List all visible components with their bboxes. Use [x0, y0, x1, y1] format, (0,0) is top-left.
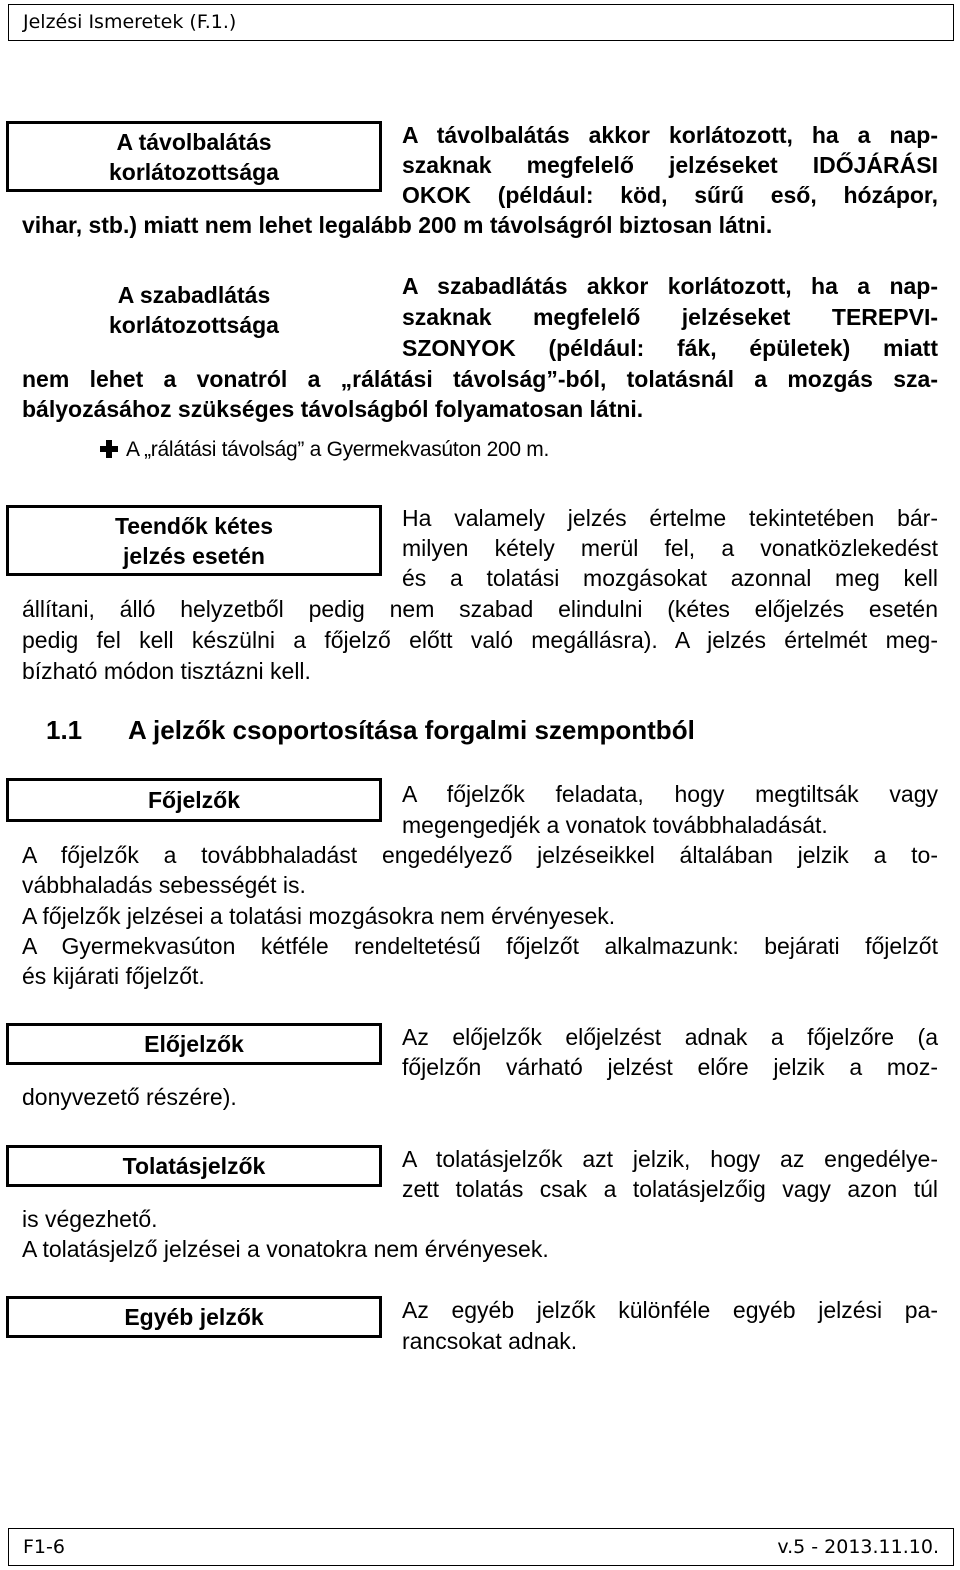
shunting-signals-text-line: A tolatásjelzők azt jelzik, hogy az engedélye-: [402, 1146, 938, 1172]
clear-view-term-line: korlátozottsága: [109, 312, 279, 338]
main-signals-text-line: A főjelzők a továbbhaladást engedélyező jelzéseikkel általában jelzik a to-: [22, 842, 938, 868]
main-signals-text-line: A főjelzők feladata, hogy megtiltsák vagy: [402, 781, 938, 807]
shunting-signals-term-box: [6, 1145, 382, 1187]
visibility-term-line: A távolbalátás: [116, 128, 272, 155]
main-signals-text-line: megengedjék a vonatok továbbhaladását.: [402, 812, 828, 838]
doubtful-term-line: jelzés esetén: [123, 542, 265, 569]
visibility-term-line: korlátozottsága: [109, 158, 279, 185]
other-signals-text-line: rancsokat adnak.: [402, 1328, 578, 1354]
distant-signals-text-line: főjelzőn várható jelzést előre jelzik a moz-: [402, 1054, 938, 1080]
shunting-signals-text-line: is végezhető.: [22, 1206, 158, 1232]
footer-page-number: F1-6: [23, 1536, 65, 1558]
doubtful-text-line: és a tolatási mozgásokat azonnal meg kell: [402, 565, 938, 591]
page-header: [8, 4, 954, 41]
section-number: 1.1: [46, 715, 83, 745]
visibility-text-line: OKOK (például: köd, sűrű eső, hózápor,: [402, 182, 938, 208]
clear-view-text-line: SZONYOK (például: fák, épületek) miatt: [402, 335, 938, 361]
plus-icon: [100, 440, 118, 458]
clear-view-text-line: nem lehet a vonatról a „rálátási távolság”-ból, tolatásnál a mozgás sza-: [22, 366, 938, 392]
visibility-text-line: szaknak megfelelő jelzéseket IDŐJÁRÁSI: [402, 152, 938, 178]
visibility-text-line: A távolbalátás akkor korlátozott, ha a nap-: [402, 122, 938, 148]
clear-view-text-line: bályozásához szükséges távolságból folyamatosan látni.: [22, 396, 644, 422]
section-title: A jelzők csoportosítása forgalmi szempontból: [128, 715, 695, 745]
shunting-signals-term: Tolatásjelzők: [122, 1153, 266, 1179]
shunting-signals-text-line: A tolatásjelző jelzései a vonatokra nem érvényesek.: [22, 1236, 549, 1262]
visibility-text-line: vihar, stb.) miatt nem lehet legalább 200 m távolságról biztosan látni.: [22, 212, 773, 238]
doubtful-text-line: bízható módon tisztázni kell.: [22, 658, 311, 684]
clear-view-term-line: A szabadlátás: [117, 282, 271, 308]
doubtful-text-line: pedig fel kell készülni a főjelző előtt való megállásra). A jelzés értelmét meg-: [22, 627, 938, 653]
page-footer: [8, 1528, 954, 1566]
note-text: A „rálátási távolság” a Gyermekvasúton 200 m.: [126, 438, 550, 461]
shunting-signals-text-line: zett tolatás csak a tolatásjelzőig vagy azon túl: [402, 1176, 938, 1202]
distant-signals-term: Előjelzők: [144, 1031, 244, 1057]
main-signals-text-line: A főjelzők jelzései a tolatási mozgásokra nem érvényesek.: [22, 903, 616, 929]
doubtful-text-line: állítani, álló helyzetből pedig nem szabad elindulni (kétes előjelzés esetén: [22, 596, 938, 622]
header-title: Jelzési Ismeretek (F.1.): [23, 11, 237, 33]
clear-view-text-line: szaknak megfelelő jelzéseket TEREPVI-: [402, 304, 938, 330]
other-signals-term: Egyéb jelzők: [124, 1304, 264, 1330]
other-signals-term-box: [6, 1296, 382, 1338]
main-signals-term: Főjelzők: [147, 787, 240, 813]
main-signals-text-line: és kijárati főjelzőt.: [22, 963, 205, 989]
section-heading: [46, 715, 695, 746]
main-signals-text-line: A Gyermekvasúton kétféle rendeltetésű főjelzőt alkalmazunk: bejárati főjelzőt: [22, 933, 938, 959]
footer-version: v.5 - 2013.11.10.: [777, 1536, 939, 1558]
sight-distance-note: [100, 436, 549, 464]
distant-signals-text-line: donyvezető részére).: [22, 1084, 237, 1110]
main-signals-text-line: vábbhaladás sebességét is.: [22, 872, 306, 898]
visibility-term-box: [6, 121, 382, 192]
doubtful-term-box: [6, 505, 382, 576]
distant-signals-term-box: [6, 1023, 382, 1065]
doubtful-text-line: milyen kétely merül fel, a vonatközlekedést: [402, 535, 938, 561]
other-signals-text-line: Az egyéb jelzők különféle egyéb jelzési pa-: [402, 1297, 938, 1323]
doubtful-term-line: Teendők kétes: [114, 512, 274, 539]
distant-signals-text-line: Az előjelzők előjelzést adnak a főjelzőre (a: [402, 1024, 938, 1050]
doubtful-text-line: Ha valamely jelzés értelme tekintetében bár-: [402, 505, 938, 531]
main-signals-term-box: [6, 778, 382, 822]
clear-view-text-line: A szabadlátás akkor korlátozott, ha a nap-: [402, 273, 938, 299]
clear-view-term-box: [6, 278, 382, 342]
